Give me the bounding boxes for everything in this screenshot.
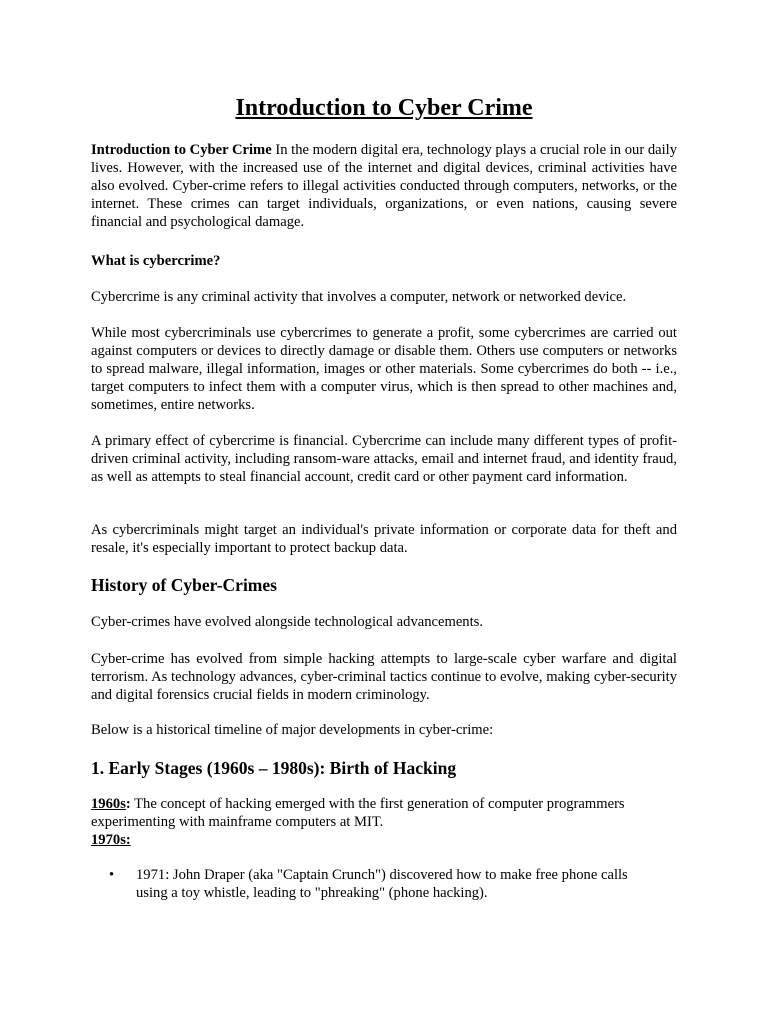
section-1960s [91, 795, 677, 831]
text-1960s: The concept of hacking emerged with the first generation of computer programmers experimenting with mainframe computers at MIT. [91, 796, 625, 830]
history-paragraph-3: Below is a historical timeline of major developments in cyber-crime: [91, 722, 494, 738]
what-heading: What is cybercrime? [91, 253, 221, 269]
what-paragraph-1: Cybercrime is any criminal activity that involves a computer, network or networked device. [91, 289, 627, 305]
list-item-text: 1971: John Draper (aka "Captain Crunch") discovered how to make free phone calls using a toy whistle, leading to "phreaking" (phone hacking). [136, 867, 628, 901]
what-paragraph-3: A primary effect of cybercrime is financial. Cybercrime can include many different types of profit-driven criminal activity, including ransom-ware attacks, email and internet fraud, and identity fraud, as well as attempts to steal financial account, credit card or other payment card information. [91, 433, 677, 485]
early-stages-heading: 1. Early Stages (1960s – 1980s): Birth of Hacking [91, 758, 457, 778]
document-title: Introduction to Cyber Crime [235, 95, 533, 121]
history-paragraph-1: Cyber-crimes have evolved alongside technological advancements. [91, 614, 483, 630]
history-paragraph-2: Cyber-crime has evolved from simple hacking attempts to large-scale cyber warfare and digital terrorism. As technology advances, cyber-criminal tactics continue to evolve, making cyber-security and digital forensics crucial fields in modern criminology. [91, 651, 677, 703]
label-1960s-colon: : [125, 796, 131, 812]
what-paragraph-4: As cybercriminals might target an individual's private information or corporate data for theft and resale, it's especially important to protect backup data. [91, 522, 677, 556]
history-heading: History of Cyber-Crimes [91, 575, 277, 595]
intro-paragraph [91, 141, 677, 231]
intro-lead: Introduction to Cyber Crime [91, 142, 272, 158]
bullet-icon: • [109, 867, 115, 883]
intro-body: In the modern digital era, technology plays a crucial role in our daily lives. However, with the increased use of the internet and digital devices, criminal activities have also evolved. Cyber-crime refers to illegal activities conducted through computers, networks, or the internet. These crimes can target individuals, organizations, or even nations, causing severe financial and psychological damage. [91, 142, 678, 230]
what-paragraph-2: While most cybercriminals use cybercrimes to generate a profit, some cybercrimes are carried out against computers or devices to directly damage or disable them. Others use computers or networks to spread malware, illegal information, images or other materials. Some cybercrimes do both -- i.e., target computers to infect them with a computer virus, which is then spread to other machines and, sometimes, entire networks. [91, 325, 677, 413]
label-1970s: 1970s: [91, 832, 131, 848]
label-1960s: 1960s [91, 796, 126, 812]
